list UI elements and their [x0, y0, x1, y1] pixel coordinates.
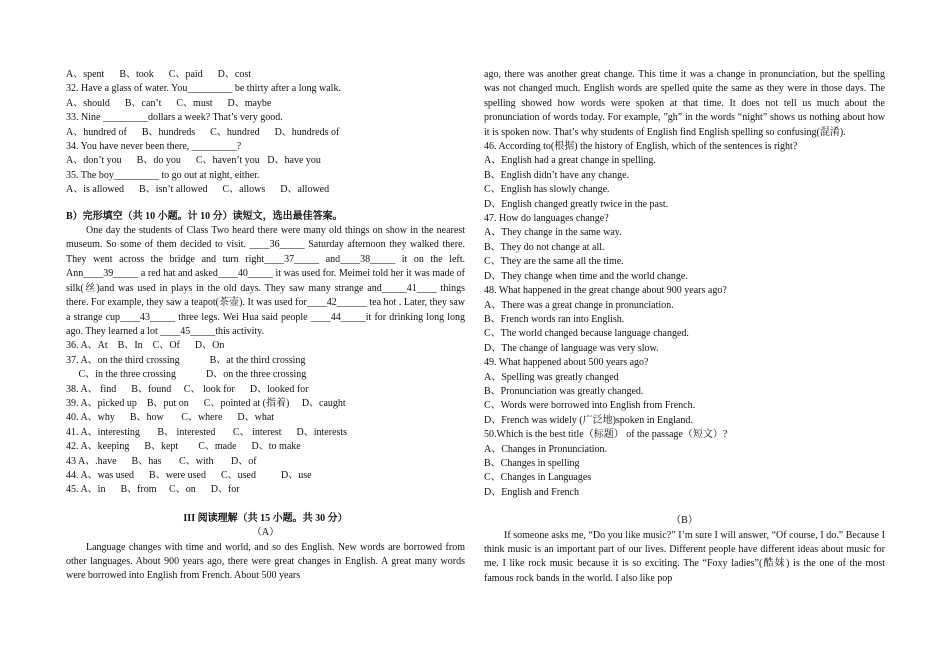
option-line: 40. A、why B、how C、where D、what — [66, 412, 275, 424]
question-line: A、Changes in Pronunciation. — [484, 443, 608, 455]
question-line: D、English changed greatly twice in the past. — [484, 198, 669, 210]
question-line: 48. What happened in the great change about 900 years ago? — [484, 285, 727, 297]
question-line: B、French words ran into English. — [484, 313, 625, 325]
option-line: C、in the three crossing D、on the three crossing — [66, 369, 307, 381]
text-line: 35. The boy_________ to go out at night, either. — [66, 169, 260, 181]
passage-a-start: Language changes with time and world, and so des English. New words are borrowed from other languages. About 900 years ago, there were great changes in English. A great many words were borrowed into English from French. About 500 years — [66, 541, 465, 582]
question-line: D、French was widely (广泛地)spoken in England. — [484, 414, 693, 426]
question-line: C、English has slowly change. — [484, 184, 610, 196]
question-line: B、English didn’t have any change. — [484, 169, 630, 181]
question-line: B、Changes in spelling — [484, 457, 580, 469]
text-line: A、should B、can’t C、must D、maybe — [66, 97, 272, 109]
option-line: 41. A、interesting B、 interested C、 interest D、interests — [66, 426, 348, 438]
question-line: C、Changes in Languages — [484, 472, 592, 484]
text-line: 34. You have never been there, _________? — [66, 141, 242, 153]
option-line: 44. A、was used B、were used C、used D、use — [66, 469, 312, 481]
cloze-options — [66, 339, 465, 497]
question-line: A、Spelling was greatly changed — [484, 371, 619, 383]
option-line: 38. A、 find B、found C、 look for D、looked for — [66, 383, 309, 395]
question-line: 47. How do languages change? — [484, 213, 609, 225]
question-line: C、The world changed because language changed. — [484, 328, 689, 340]
question-line: B、Pronunciation was greatly changed. — [484, 385, 644, 397]
question-line: B、They do not change at all. — [484, 241, 605, 253]
question-line: 49. What happened about 500 years ago? — [484, 357, 649, 369]
question-line: 46. According to(根据) the history of English, which of the sentences is right? — [484, 141, 798, 153]
text-line: A、don’t you B、do you C、haven’t you D、have you — [66, 155, 321, 167]
option-line: 43 A、.have B、has C、with D、of — [66, 455, 257, 467]
question-line: D、English and French — [484, 486, 579, 498]
option-line: 36. A、At B、In C、Of D、On — [66, 340, 225, 352]
passage-a-continuation: ago, there was another great change. This time it was a change in pronunciation, but the spelling was not changed much. English words are spelled quite the same as they were in those days. The spelling showed how words were spoken at that time. It does not tell us much about the pronunciation of words today. For example, ”gh” in the words “night” shows us nothing about how it is spoken now. That’s why students of English find English spelling so confusing(混淆). — [484, 69, 885, 138]
left-column — [66, 68, 465, 584]
option-line: 42. A、keeping B、kept C、made D、to make — [66, 441, 301, 453]
question-line: 50.Which is the best title（标题） of the passage（短文）? — [484, 429, 728, 441]
text-line: A、hundred of B、hundreds C、hundred D、hundreds of — [66, 126, 340, 138]
question-line: C、Words were borrowed into English from French. — [484, 400, 696, 412]
question-line: D、They change when time and the world change. — [484, 270, 688, 282]
question-line: A、There was a great change in pronunciation. — [484, 299, 674, 311]
right-column — [484, 68, 885, 586]
text-line: A、spent B、took C、paid D、cost — [66, 69, 251, 80]
questions-46-50 — [484, 140, 885, 500]
question-line: A、English had a great change in spelling. — [484, 155, 656, 167]
text-line: A、is allowed B、isn’t allowed C、allows D、allowed — [66, 184, 330, 196]
passage-a-label: （A） — [251, 527, 280, 539]
option-line: 37. A、on the third crossing B、at the third crossing — [66, 354, 306, 366]
questions-31-35 — [66, 68, 465, 198]
text-line: 33. Nine _________dollars a week? That’s very good. — [66, 112, 283, 124]
passage-b-start: If someone asks me, “Do you like music?” I’m sure I will answer, “Of course, I do.” Because I think music is an important part of our lives. Different people have different ideas about music for me. I like rock music because it is so exciting. The “Foxy ladies”(酷妹) is the one of the most famous rock bands in the world. I also like pop — [484, 529, 885, 584]
cloze-section-title: B）完形填空（共 10 小题。计 10 分）读短文，选出最佳答案。 — [66, 210, 343, 222]
option-line: 39. A、picked up B、put on C、pointed at (指着) D、caught — [66, 397, 346, 409]
reading-section-title: III 阅读理解（共 15 小题。共 30 分） — [183, 512, 348, 524]
passage-b-label: （B） — [671, 515, 698, 527]
cloze-passage: One day the students of Class Two heard there were many old things on show in the nearest museum. So some of them decided to visit. ____36_____ Saturday afternoon they walked there. They went across the bridge and turn right____37_____ and____38_____ it on the left. Ann____39_____ a red hat and asked____40_____ it was used for. Meimei told her it was made of silk(丝)and was used in plays in the old days. They saw many strange and_____41____ things there. For example, they saw a teapot(茶壶). It was used for____42______ tea hot . Later, they saw a strange cup____43_____ three legs. Wei Hua said people ____44_____it for drinking long long ago. They learned a lot ____45_____this activity. — [66, 225, 465, 337]
option-line: 45. A、in B、from C、on D、for — [66, 484, 240, 496]
text-line: 32. Have a glass of water. You_________ be thirty after a long walk. — [66, 83, 341, 95]
question-line: D、The change of language was very slow. — [484, 342, 659, 354]
question-line: A、They change in the same way. — [484, 227, 622, 239]
question-line: C、They are the same all the time. — [484, 256, 624, 268]
